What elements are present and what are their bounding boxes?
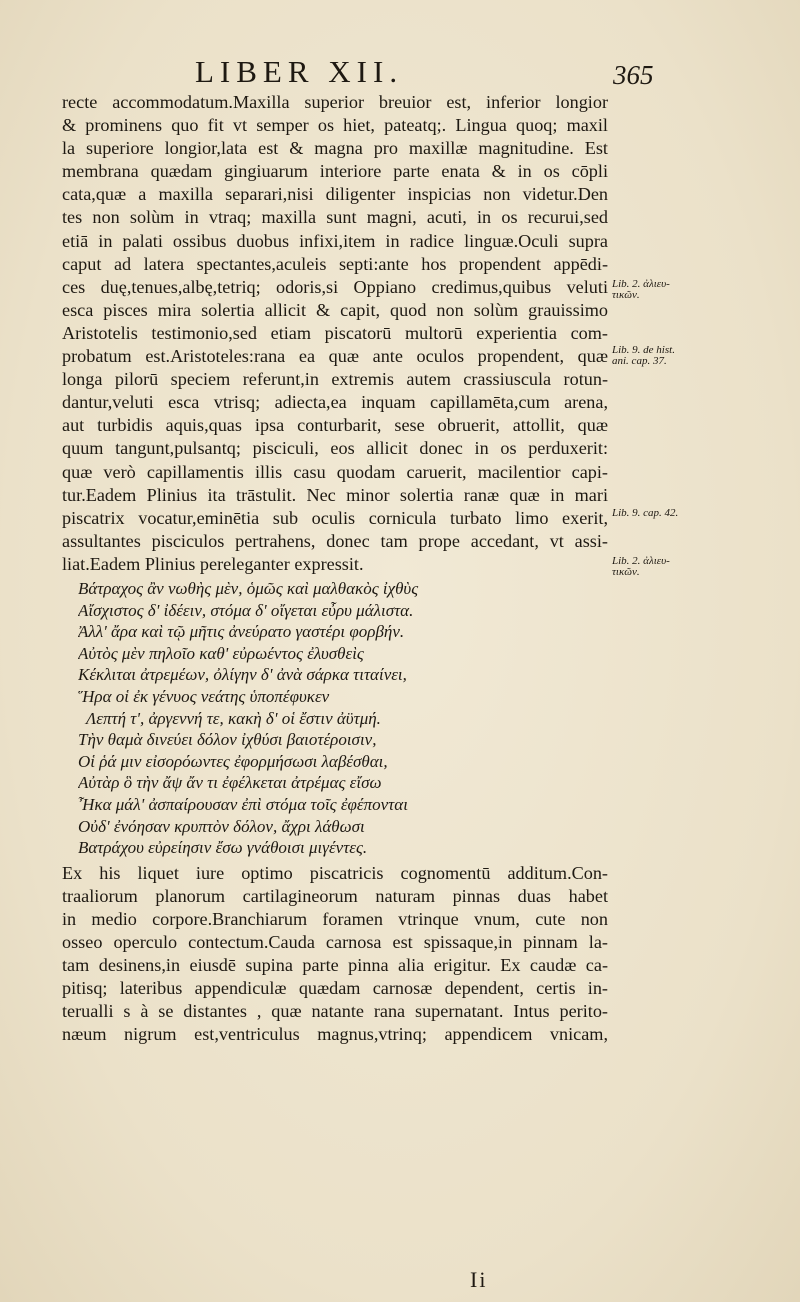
verse-line: Ἀλλ' ἄρα καὶ τῷ μῆτις ἀνεύρατο γαστέρι φορβήν. xyxy=(78,622,405,642)
paragraph-description xyxy=(62,91,608,576)
verse-line: Βατράχου εὐρείησιν ἔσω γνάθοισι μιγέντες. xyxy=(78,838,368,858)
text-line: recte accommodatum.Maxilla superior breuior est, inferior longior xyxy=(62,92,608,112)
text-line: næum nigrum est,ventriculus magnus,vtrinq; appendicem vnicam, xyxy=(62,1024,608,1045)
body-text xyxy=(62,91,608,1046)
text-line: esca pisces mira solertia allicit & capit, quod non solùm grauissimo xyxy=(62,299,608,320)
text-line: etiā in palati ossibus duobus infixi,item in radice linguæ.Oculi supra xyxy=(62,230,608,251)
page-header xyxy=(0,54,800,94)
verse-line: Βάτραχος ἂν νωθὴς μὲν, ὁμῶς καὶ μαλθακὸς ἰχθὺς xyxy=(78,578,419,598)
text-line: osseo operculo contectum.Cauda carnosa est spissaque,in pinnam la- xyxy=(62,931,608,952)
verse-line: Λεπτή τ', ἀργεννή τε, κακὴ δ' οἱ ἔστιν ἀϋτμή. xyxy=(86,708,381,728)
margin-note-line: Lib. 2. ἀλιευ- xyxy=(612,555,670,567)
margin-note xyxy=(612,345,675,367)
margin-note-line: τικῶν. xyxy=(612,566,640,578)
margin-note-line: τικῶν. xyxy=(612,289,640,301)
text-line: ces duę,tenues,albę,tetriq; odoris,si Oppiano credimus,quibus veluti xyxy=(62,276,608,297)
margin-note-line: Lib. 9. de hist. xyxy=(612,344,675,356)
greek-verse-quotation xyxy=(78,578,608,859)
verse-line: Οἱ ῥά μιν εἰσορόωντες ἐφορμήσωσι λαβέσθαι, xyxy=(78,751,388,771)
text-line: pitisq; lateribus appendiculæ quædam carnosæ dependent, certis in- xyxy=(62,978,608,999)
text-line: caput ad latera spectantes,aculeis septi:ante hos propendent appēdi- xyxy=(62,253,608,274)
text-line: Ex his liquet iure optimo piscatricis cognomentū additum.Con- xyxy=(62,862,608,883)
text-line: longa pilorū speciem referunt,in extremis autem crassiuscula rotun- xyxy=(62,369,608,390)
text-line: la superiore longior,lata est & magna pro maxillæ magnitudine. Est xyxy=(62,138,608,159)
verse-line: Αὐτὰρ ὃ τὴν ἄψ ἄν τι ἐφέλκεται ἀτρέμας εἴσω xyxy=(78,773,382,793)
verse-line: Κέκλιται ἀτρεμέων, ὀλίγην δ' ἀνὰ σάρκα τιταίνει, xyxy=(78,665,407,685)
margin-note-line: ani. cap. 37. xyxy=(612,355,667,367)
text-line: Aristotelis testimonio,sed etiam piscatorū multorū experientia com- xyxy=(62,322,608,343)
text-line: dantur,veluti esca vtrisq; adiecta,ea inquam capillamēta,cum arena, xyxy=(62,392,608,413)
text-line: tur.Eadem Plinius ita trāstulit. Nec minor solertia ranæ quæ in mari xyxy=(62,484,608,505)
margin-note xyxy=(612,279,670,301)
text-line: assultantes pisciculos pertrahens, donec tam prope accedant, vt assi- xyxy=(62,530,608,551)
text-line: membrana quædam gingiuarum interiore parte enata & in os cōpli xyxy=(62,161,608,182)
running-title: LIBER XII. xyxy=(195,54,404,89)
text-line: & prominens quo fit vt semper os hiet, pateatq;. Lingua quoq; maxil xyxy=(62,115,608,136)
margin-note xyxy=(612,508,678,519)
margin-note-line: Lib. 2. ἀλιευ- xyxy=(612,278,670,290)
verse-line: Ἦκα μάλ' ἀσπαίρουσαν ἐπὶ στόμα τοῖς ἐφέπονται xyxy=(78,794,408,814)
page-number: 365 xyxy=(613,60,654,90)
text-line: tam desinens,in eiusdē supina parte pinna alia erigitur. Ex caudæ ca- xyxy=(62,955,608,976)
text-line: traaliorum planorum cartilagineorum naturam pinnas duas habet xyxy=(62,885,608,906)
text-line: liat.Eadem Plinius pereleganter expressit. xyxy=(62,553,364,574)
text-line: tes non solùm in vtraq; maxilla sunt magni, acuti, in os recurui,sed xyxy=(62,207,608,228)
text-line: piscatrix vocatur,eminētia sub oculis cornicula turbato limo exerit, xyxy=(62,507,608,528)
text-line: terualli s à se distantes , quæ natante rana supernatant. Intus perito- xyxy=(62,1001,608,1022)
margin-note-line: Lib. 9. cap. 42. xyxy=(612,507,679,519)
text-line: probatum est.Aristoteles:rana ea quæ ante oculos propendent, quæ xyxy=(62,346,608,367)
text-line: aut turbidis aquis,quas ipsa conturbarit, sese obruerit, attollit, quæ xyxy=(62,415,608,436)
margin-note xyxy=(612,556,670,578)
text-line: quæ verò capillamentis illis casu quodam caruerit, macilentior capi- xyxy=(62,461,608,482)
verse-line: Ἥρα οἱ ἐκ γένυος νεάτης ὑποπέφυκεν xyxy=(78,686,330,706)
signature-mark: Ii xyxy=(470,1267,488,1292)
paragraph-anatomy xyxy=(62,862,608,1047)
text-line: cata,quæ a maxilla separari,nisi diligenter inspicias non videtur.Den xyxy=(62,184,608,205)
verse-line: Αὐτὸς μὲν πηλοῖο καθ' εὐρωέντος ἐλυσθεὶς xyxy=(78,643,364,663)
verse-line: Τὴν θαμὰ δινεύει δόλον ἰχθύσι βαιοτέροισιν, xyxy=(78,730,377,750)
verse-line: Οὐδ' ἐνόησαν κρυπτὸν δόλον, ἄχρι λάθωσι xyxy=(78,816,365,836)
text-line: quum tangunt,pulsantq; pisciculi, eos allicit donec in os perduxerit: xyxy=(62,438,608,459)
verse-line: Αἴσχιστος δ' ἰδέειν, στόμα δ' οἴγεται εὖρυ μάλιστα. xyxy=(78,600,414,620)
text-line: in medio corpore.Branchiarum foramen vtrinque vnum, cute non xyxy=(62,908,608,929)
